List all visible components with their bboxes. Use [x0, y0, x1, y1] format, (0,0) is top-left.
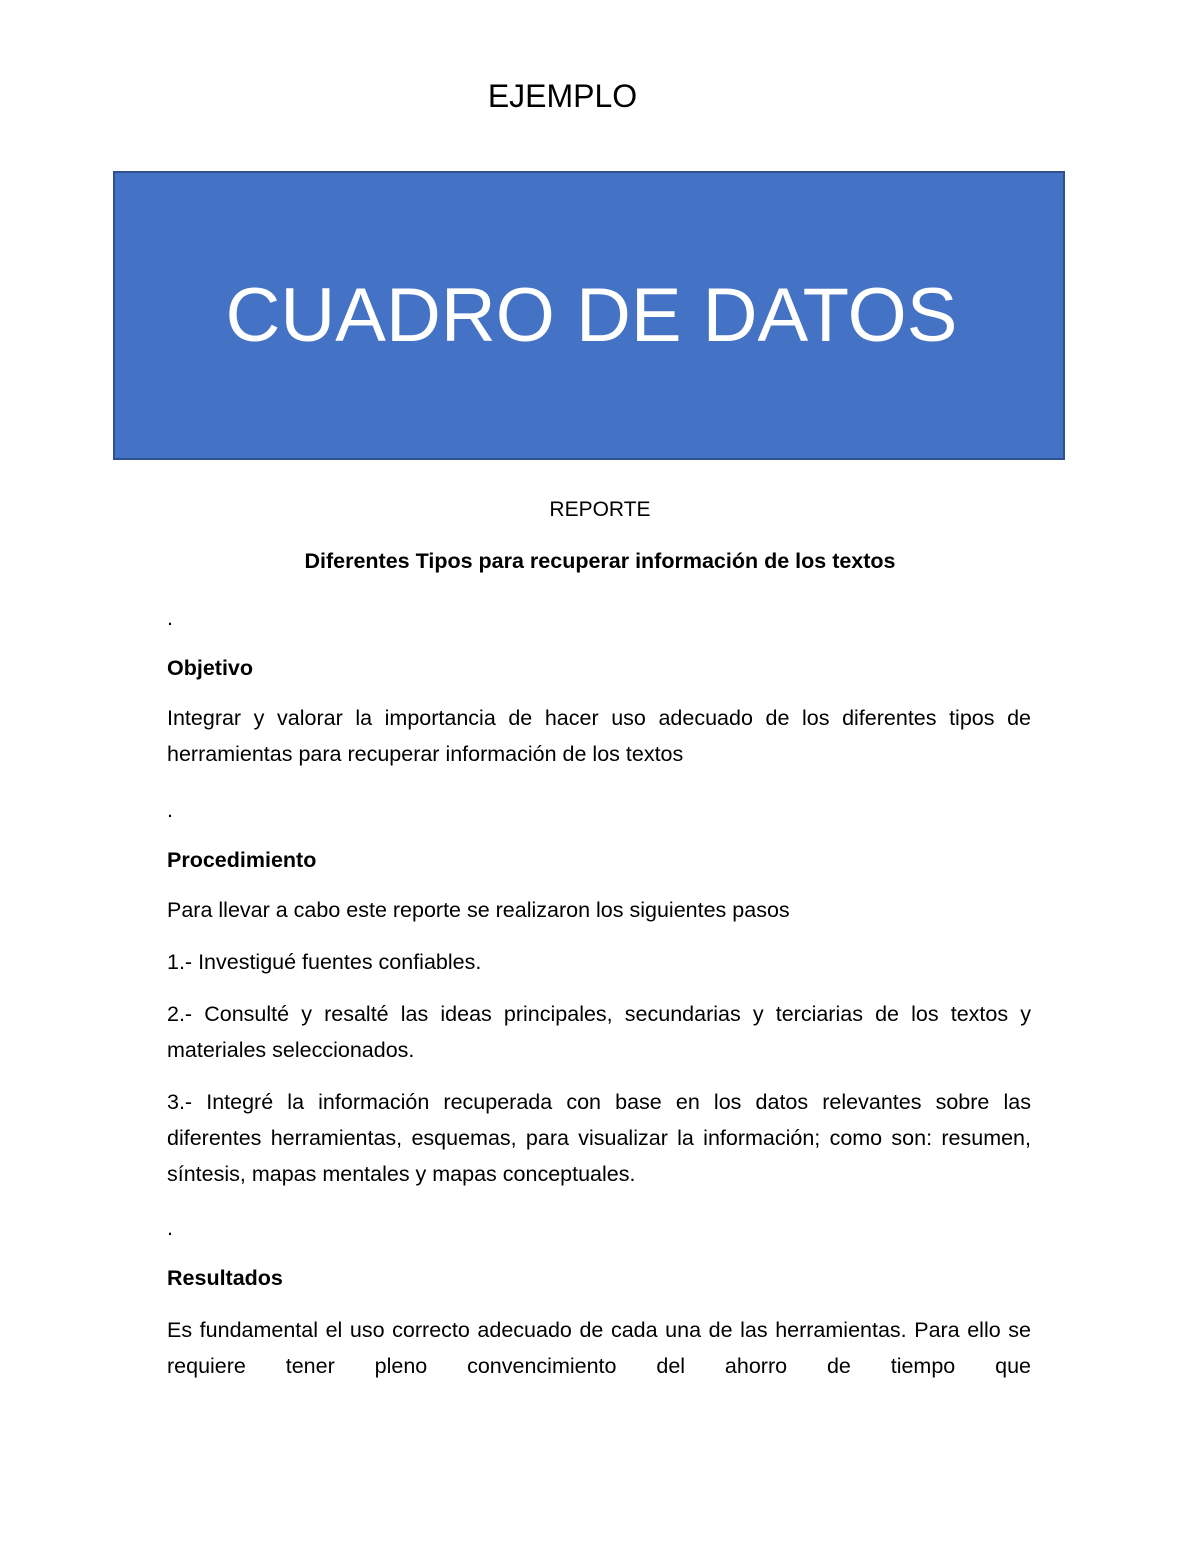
banner-box: [113, 171, 1065, 460]
resultados-text: Es fundamental el uso correcto adecuado de cada una de las herramientas. Para ello se requiere tener pleno convencimiento del ahorro de tiempo que: [167, 1318, 1031, 1378]
document-title: EJEMPLO: [487, 78, 638, 114]
objetivo-text: Integrar y valorar la importancia de hacer uso adecuado de los diferentes tipos de herramientas para recuperar información de los textos: [167, 706, 1031, 766]
resultados-heading: Resultados: [167, 1266, 283, 1290]
step-item: 3.- Integré la información recuperada con base en los datos relevantes sobre las diferentes herramientas, esquemas, para visualizar la información; como son: resumen, síntesis, mapas mentales y mapas conceptuales.: [167, 1090, 1031, 1186]
step-item: 1.- Investigué fuentes confiables.: [167, 950, 482, 974]
banner-text: CUADRO DE DATOS: [225, 273, 958, 358]
objetivo-heading: Objetivo: [167, 656, 254, 680]
separator-dot: .: [167, 798, 173, 822]
report-label: REPORTE: [549, 498, 651, 521]
separator-dot: .: [167, 606, 173, 630]
separator-dot: .: [167, 1216, 173, 1240]
step-item: 2.- Consulté y resalté las ideas principales, secundarias y terciarias de los textos y materiales seleccionados.: [167, 1002, 1031, 1062]
procedimiento-heading: Procedimiento: [167, 848, 317, 872]
report-subtitle: Diferentes Tipos para recuperar información de los textos: [304, 549, 896, 573]
procedimiento-intro: Para llevar a cabo este reporte se realizaron los siguientes pasos: [167, 898, 790, 922]
